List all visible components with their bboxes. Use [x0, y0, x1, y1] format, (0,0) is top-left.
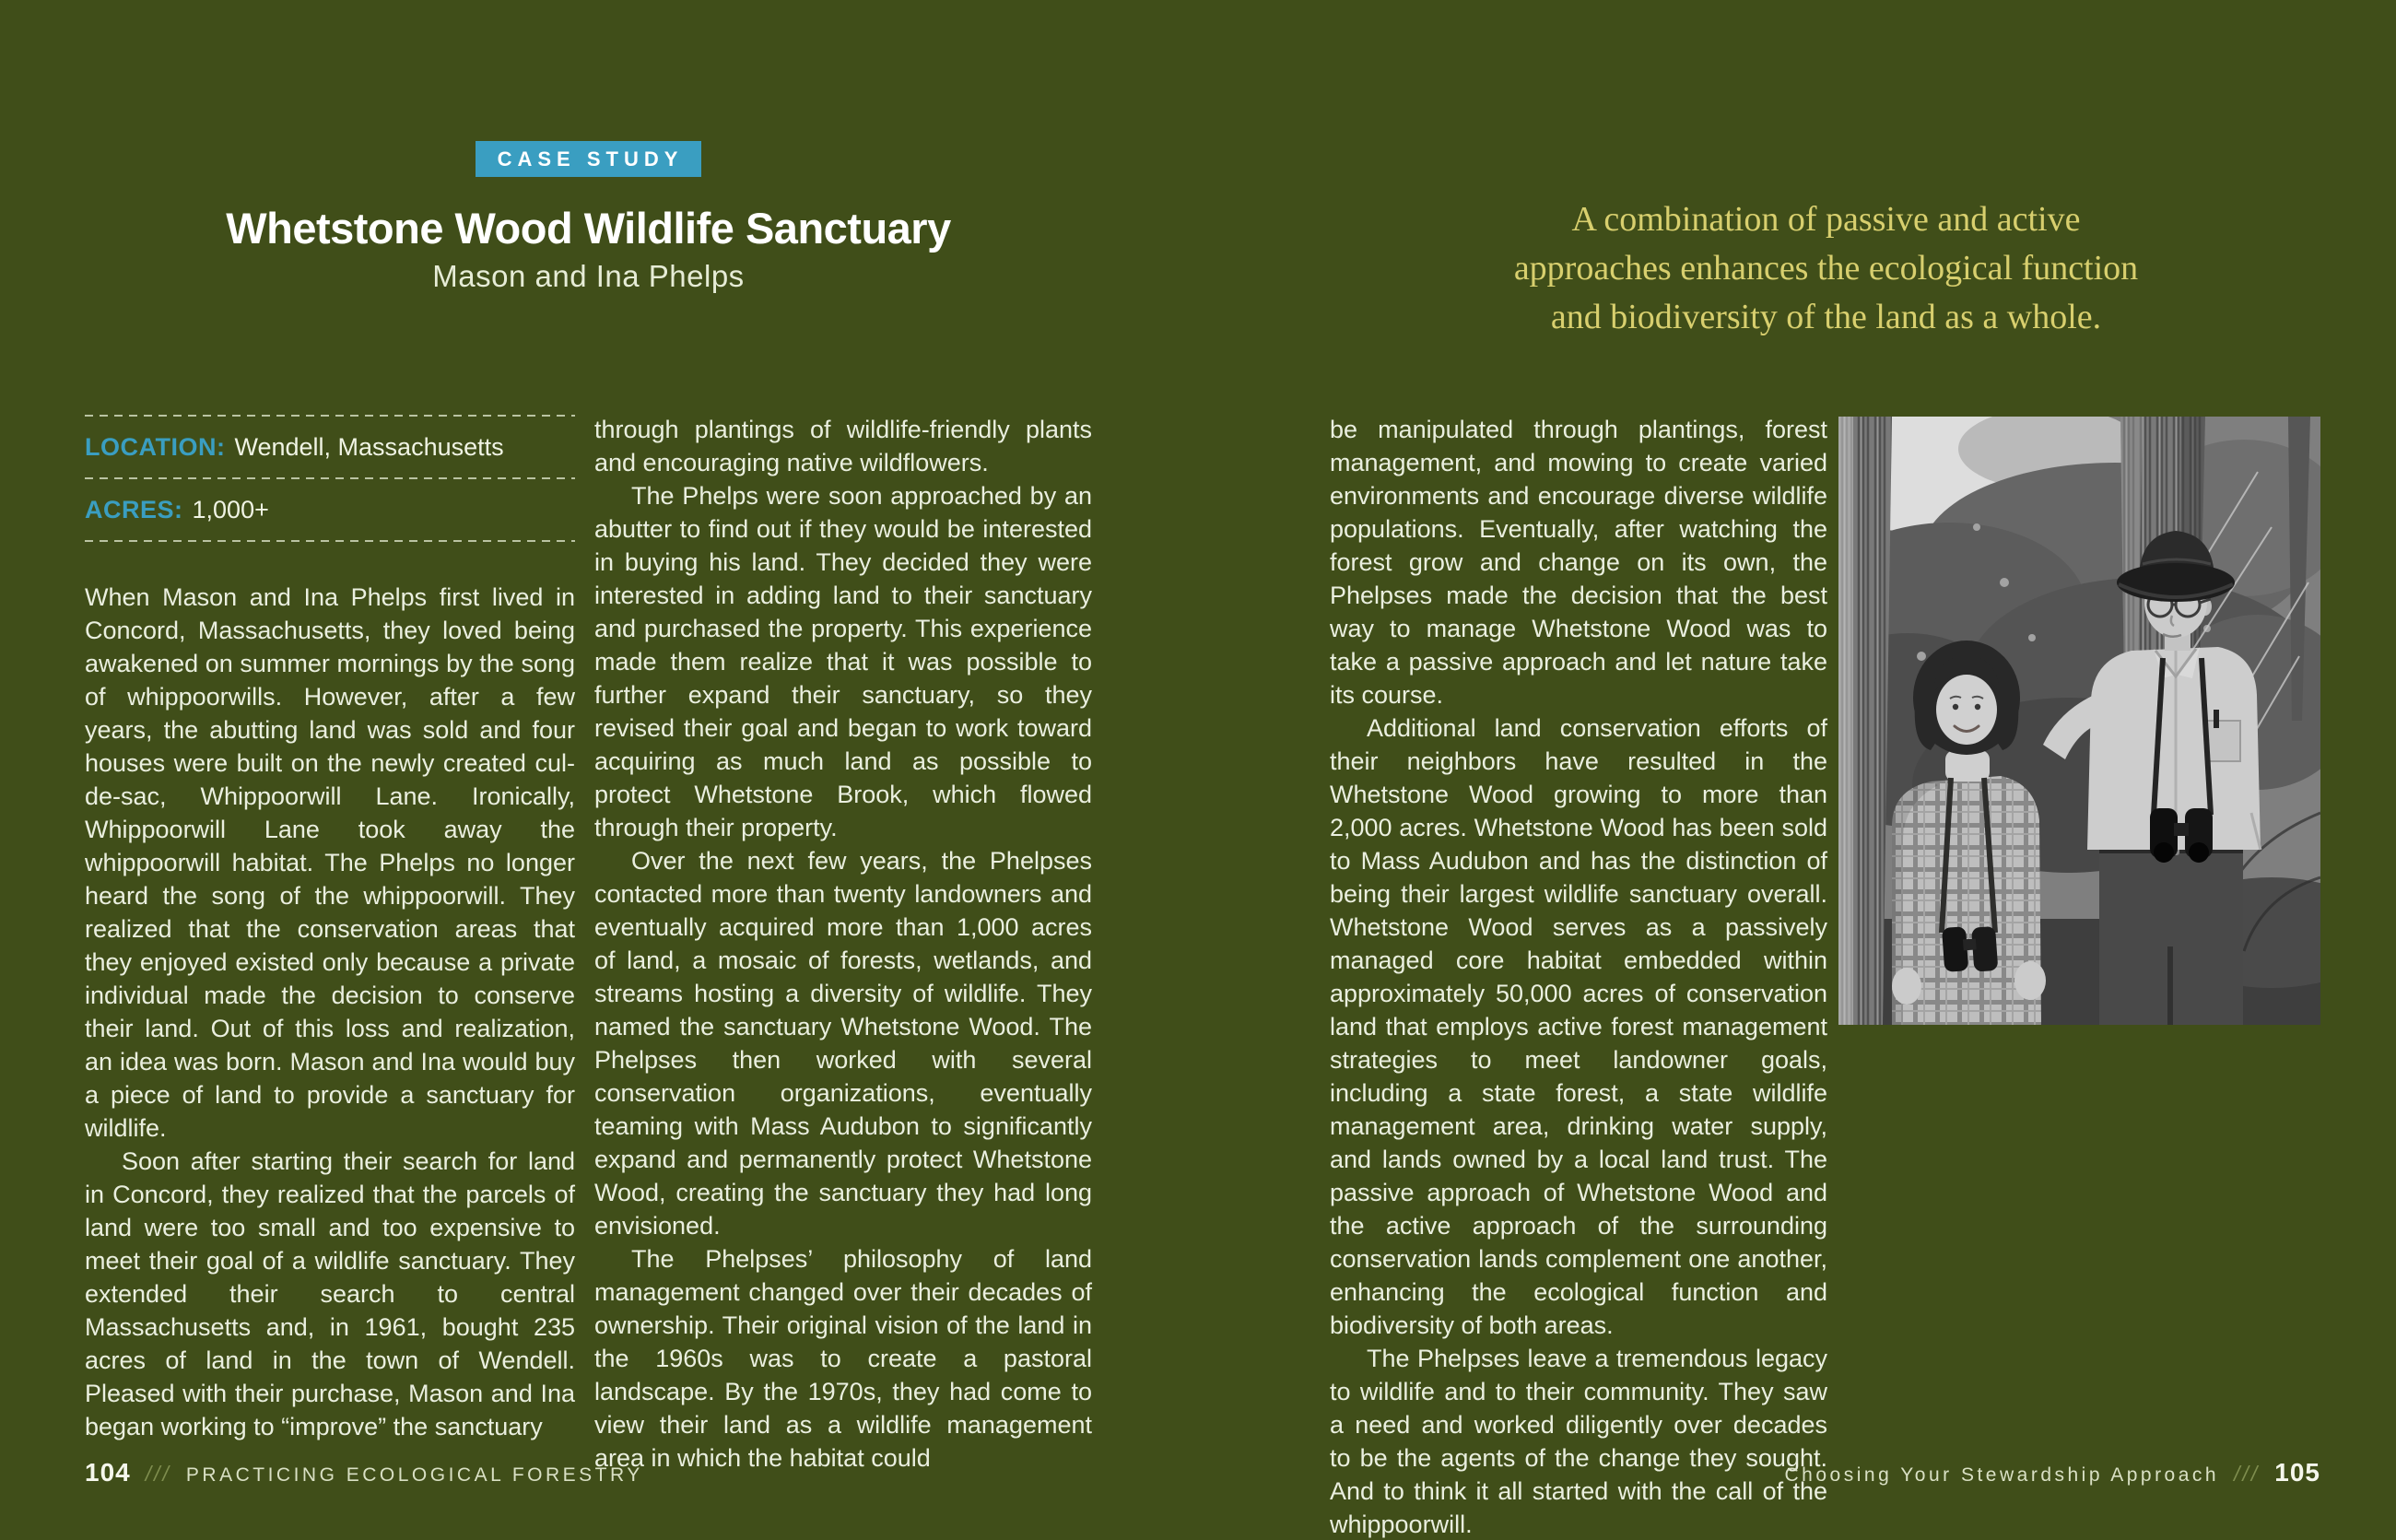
page-subtitle: Mason and Ina Phelps	[432, 258, 745, 293]
info-row-acres	[85, 479, 575, 540]
dashed-divider	[85, 477, 575, 479]
body-paragraph: The Phelpses leave a tremendous legacy to wildlife and to their community. They saw a need and worked diligently over decades to be the agents of the change they sought. And to think it all started with the call of the whippoorwill.	[1330, 1345, 1827, 1538]
info-row-location	[85, 417, 575, 477]
photo-illustration	[1838, 417, 2320, 1025]
quote-line: approaches enhances the ecological function	[1513, 249, 2139, 288]
footer-chapter-title: Choosing Your Stewardship Approach	[1784, 1464, 2220, 1486]
pull-quote	[1332, 195, 2320, 342]
dashed-divider	[85, 540, 575, 542]
body-paragraph: Additional land conservation efforts of their neighbors have resulted in the Whetstone Wood growing to more than 2,000 acres. Whetstone Wood has been sold to Mass Audubon and has the distinction of being their largest wildlife sanctuary overall. Whetstone Wood serves as a passively managed core habitat embedded within approximately 50,000 acres of conservation land that employs active forest management strategies to meet landowner goals, including a state forest, a state wildlife management area, drinking water supply, and lands owned by a local land trust. The passive approach of Whetstone Wood and the active approach of the surrounding conservation lands complement one another, enhancing the ecological function and biodiversity of both areas.	[1330, 714, 1827, 1339]
page-number-right: 105	[2274, 1458, 2320, 1487]
footer-slashes-icon: ///	[2234, 1462, 2261, 1486]
body-paragraph: The Phelps were soon approached by an abutter to find out if they would be interested in buying his land. They decided they were interested in adding land to their sanctuary and purchased the property. This experience made them realize that it was possible to further expand their sanctuary, so they revised their goal and began to work toward acquiring as much land as possible to protect Whetstone Brook, which flowed through their property.	[594, 482, 1092, 841]
photo-mason-and-ina-phelps	[1838, 417, 2320, 1025]
case-study-header	[85, 141, 1092, 294]
location-label: LOCATION:	[85, 432, 226, 461]
dashed-divider	[85, 415, 575, 417]
right-page-column	[1330, 413, 1827, 1540]
acres-value: 1,000+	[192, 495, 269, 523]
footer-slashes-icon: ///	[145, 1462, 171, 1486]
left-page-column-1	[85, 581, 575, 1443]
body-paragraph: The Phelpses’ philosophy of land management changed over their decades of ownership. Their original vision of the land in the 1960s was to create a pastoral landscape. By the 1970s, they had come to view their land as a wildlife management area in which the habitat could	[594, 1245, 1092, 1472]
footer-book-title: PRACTICING ECOLOGICAL FORESTRY	[185, 1464, 643, 1486]
body-paragraph: through plantings of wildlife-friendly plants and encouraging native wildflowers.	[594, 416, 1092, 476]
quote-line: and biodiversity of the land as a whole.	[1550, 298, 2102, 336]
page-number-left: 104	[85, 1458, 131, 1487]
body-paragraph: be manipulated through plantings, forest management, and mowing to create varied environments and encourage diverse wildlife populations. Eventually, after watching the forest grow and change on its own, the Phelpses made the decision that the best way to manage Whetstone Wood was to take a passive approach and let nature take its course.	[1330, 416, 1827, 709]
page-title: Whetstone Wood Wildlife Sanctuary	[226, 204, 951, 253]
footer-left	[85, 1458, 643, 1487]
location-value: Wendell, Massachusetts	[234, 432, 504, 461]
left-page-column-2	[594, 413, 1092, 1475]
case-study-badge: CASE STUDY	[476, 141, 702, 177]
body-paragraph: Over the next few years, the Phelpses contacted more than twenty landowners and eventually acquired more than 1,000 acres of land, a mosaic of forests, wetlands, and streams hosting a diversity of wildlife. They named the sanctuary Whetstone Wood. The Phelpses then worked with several conservation organizations, eventually teaming with Mass Audubon to significantly expand and permanently protect Whetstone Wood, creating the sanctuary they had long envisioned.	[594, 847, 1092, 1240]
quote-line: A combination of passive and active	[1571, 200, 2081, 239]
footer-right	[1332, 1458, 2320, 1487]
acres-label: ACRES:	[85, 495, 183, 523]
info-box	[85, 415, 575, 542]
body-paragraph: When Mason and Ina Phelps first lived in Concord, Massachusetts, they loved being awakened on summer mornings by the song of whippoorwills. However, after a few years, the abutting land was sold and four houses were built on the newly created cul-de-sac, Whippoorwill Lane. Ironically, Whippoorwill Lane took away the whippoorwill habitat. The Phelps no longer heard the song of the whippoorwill. They realized that the conservation areas that they enjoyed existed only because a private individual made the decision to conserve their land. Out of this loss and realization, an idea was born. Mason and Ina would buy a piece of land to provide a sanctuary for wildlife.	[85, 583, 575, 1142]
body-paragraph: Soon after starting their search for land in Concord, they realized that the parcels of land were too small and too expensive to meet their goal of a wildlife sanctuary. They extended their search to central Massachusetts and, in 1961, bought 235 acres of land in the town of Wendell. Pleased with their purchase, Mason and Ina began working to “improve” the sanctuary	[85, 1147, 575, 1440]
